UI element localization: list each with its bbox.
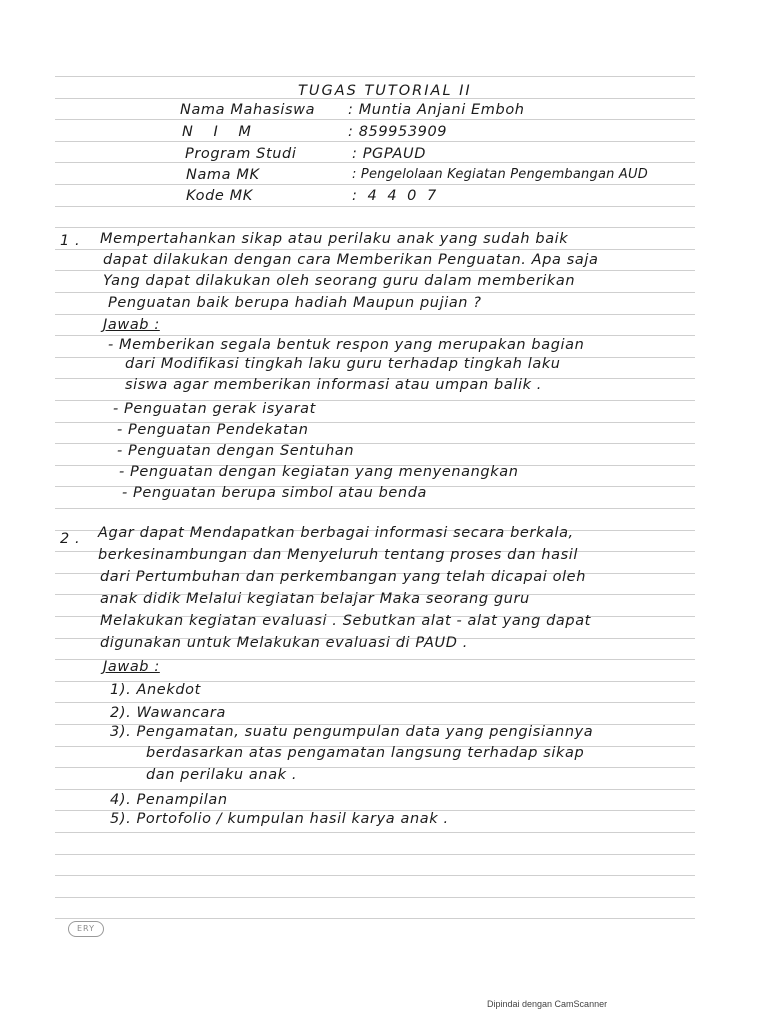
question-1-answer-line: - Penguatan berupa simbol atau benda	[122, 485, 428, 501]
question-1-line: Penguatan baik berupa hadiah Maupun pujian ?	[108, 295, 482, 311]
ruled-line	[55, 702, 695, 703]
question-1-answer-line: - Memberikan segala bentuk respon yang merupakan bagian	[108, 337, 585, 353]
field-value-nama-mk: : Pengelolaan Kegiatan Pengembangan AUD	[352, 167, 648, 182]
field-label-nim: N I M	[182, 124, 259, 140]
field-value-program-studi: : PGPAUD	[352, 146, 426, 162]
ruled-line	[55, 270, 695, 271]
question-2-line: Agar dapat Mendapatkan berbagai informasi secara berkala,	[98, 525, 574, 541]
ruled-line	[55, 875, 695, 876]
page-number-stamp: ERY	[68, 921, 104, 937]
ruled-line	[55, 119, 695, 120]
ruled-line	[55, 854, 695, 855]
question-2-answer-line: 4). Penampilan	[110, 792, 228, 808]
question-1-answer-line: dari Modifikasi tingkah laku guru terhadap tingkah laku	[125, 356, 561, 372]
question-2-answer-line: berdasarkan atas pengamatan langsung terhadap sikap	[146, 745, 585, 761]
question-1-answer-line: - Penguatan dengan kegiatan yang menyenangkan	[119, 464, 519, 480]
question-1-answer-line: - Penguatan Pendekatan	[117, 422, 309, 438]
question-2-answer-line: 1). Anekdot	[110, 682, 201, 698]
question-2-answer-line: 3). Pengamatan, suatu pengumpulan data yang pengisiannya	[110, 724, 594, 740]
field-value-nim: : 859953909	[348, 124, 448, 140]
question-2-answer-label: Jawab :	[103, 659, 160, 675]
ruled-line	[55, 206, 695, 207]
question-1-line: Yang dapat dilakukan oleh seorang guru dalam memberikan	[103, 273, 576, 289]
question-1-answer-line: - Penguatan dengan Sentuhan	[117, 443, 355, 459]
question-2-answer-line: 2). Wawancara	[110, 705, 226, 721]
ruled-line	[55, 918, 695, 919]
field-label-nama-mahasiswa: Nama Mahasiswa	[180, 102, 316, 118]
ruled-line	[55, 832, 695, 833]
ruled-line	[55, 76, 695, 77]
field-value-nama-mahasiswa: : Muntia Anjani Emboh	[348, 102, 525, 118]
scanner-watermark: Dipindai dengan CamScanner	[487, 999, 608, 1009]
question-2-line: Melakukan kegiatan evaluasi . Sebutkan alat - alat yang dapat	[100, 613, 591, 629]
ruled-line	[55, 314, 695, 315]
question-2-line: anak didik Melalui kegiatan belajar Maka seorang guru	[100, 591, 530, 607]
ruled-line	[55, 184, 695, 185]
question-2-answer-line: dan perilaku anak .	[146, 767, 298, 783]
question-2-answer-line: 5). Portofolio / kumpulan hasil karya anak .	[110, 811, 449, 827]
question-2-number: 2 .	[60, 531, 81, 547]
ruled-line	[55, 141, 695, 142]
question-1-answer-line: siswa agar memberikan informasi atau umpan balik .	[125, 377, 542, 393]
question-2-line: berkesinambungan dan Menyeluruh tentang proses dan hasil	[98, 547, 579, 563]
field-label-kode-mk: Kode MK	[186, 188, 253, 204]
question-2-line: digunakan untuk Melakukan evaluasi di PAUD .	[100, 635, 468, 651]
ruled-line	[55, 292, 695, 293]
field-label-program-studi: Program Studi	[185, 146, 297, 162]
question-1-line: dapat dilakukan dengan cara Memberikan Penguatan. Apa saja	[103, 252, 599, 268]
page-title: TUGAS TUTORIAL II	[298, 83, 472, 99]
ruled-line	[55, 249, 695, 250]
ruled-line	[55, 508, 695, 509]
ruled-line	[55, 789, 695, 790]
question-1-answer-label: Jawab :	[103, 317, 160, 333]
field-label-nama-mk: Nama MK	[186, 167, 260, 183]
question-1-number: 1 .	[60, 233, 81, 249]
ruled-line	[55, 897, 695, 898]
question-1-answer-line: - Penguatan gerak isyarat	[113, 401, 316, 417]
question-2-line: dari Pertumbuhan dan perkembangan yang telah dicapai oleh	[100, 569, 586, 585]
question-1-line: Mempertahankan sikap atau perilaku anak yang sudah baik	[100, 231, 569, 247]
field-value-kode-mk: : 4 4 0 7	[352, 188, 440, 204]
ruled-line	[55, 227, 695, 228]
